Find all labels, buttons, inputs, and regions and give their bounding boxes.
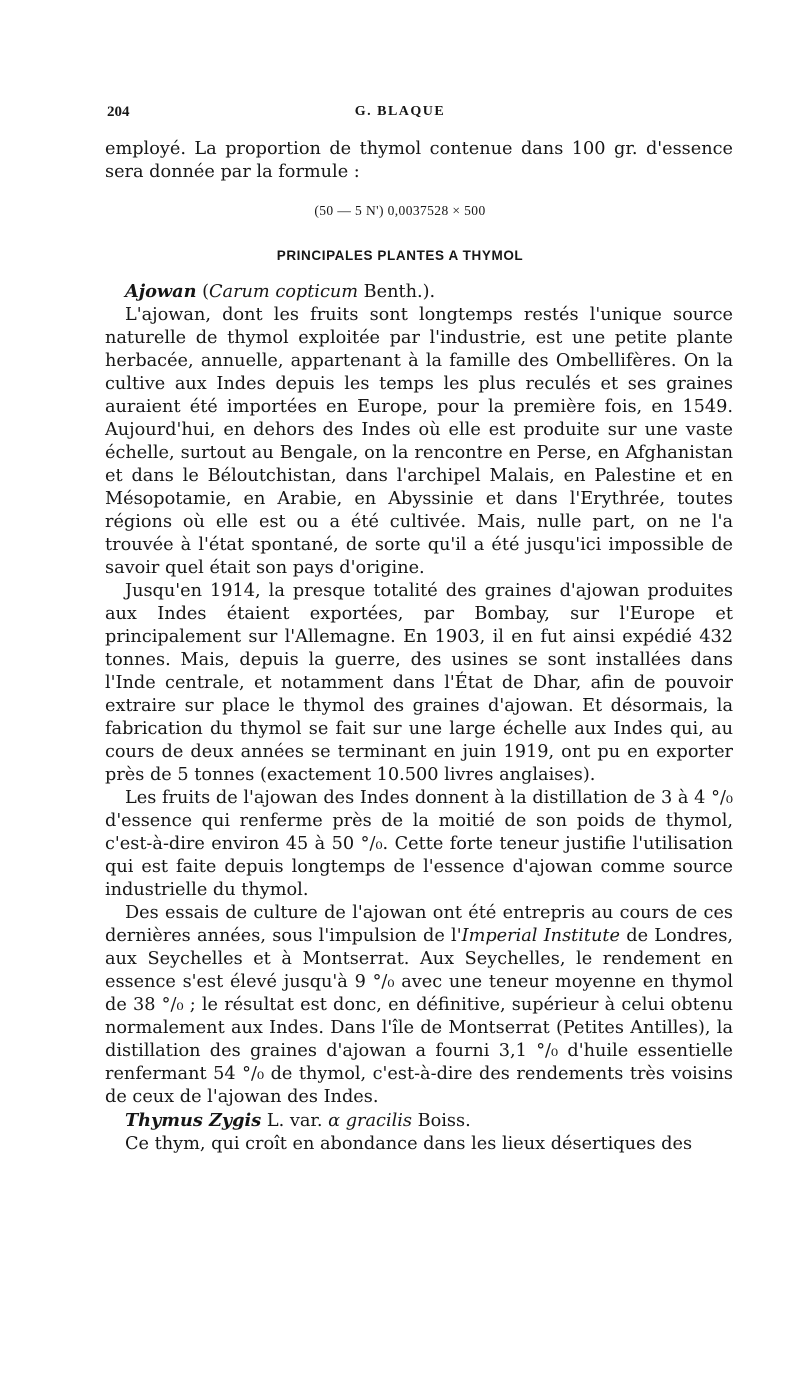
formula: (50 — 5 N') 0,0037528 × 500 (314, 203, 486, 218)
paragraph-4-start: Des essais de culture de l'ajowan ont été entrepris au cours de ces dernières années, sous l'impulsion de l' (105, 903, 733, 946)
taxon-species: Carum copticum (209, 282, 359, 302)
paragraph-3: Les fruits de l'ajowan des Indes donnent à la distillation de 3 à 4 °/₀ d'essence qui renferme près de la moitié de son poids de thymol, c'est-à-dire environ 45 à 50 °/₀. Cette forte teneur justifie l'utilisation qui est faite depuis longtemps de l'essence d'ajowan comme source industrielle du thymol. (105, 788, 733, 900)
ajowan-name: Ajowan (125, 281, 197, 302)
paragraph-1: L'ajowan, dont les fruits sont longtemps restés l'unique source naturelle de thymol exploitée par l'industrie, est une petite plante herbacée, annuelle, appartenant à la famille des Ombellifères. On la cultive aux Indes depuis les temps les plus reculés et ses graines auraient été importées en Europe, pour la première fois, en 1549. Aujourd'hui, en dehors des Indes où elle est produite sur une vaste échelle, surtout au Bengale, on la rencontre en Perse, en Afghanistan et dans le Béloutchistan, dans l'archipel Malais, en Palestine et en Mésopotamie, en Arabie, en Abyssinie et dans l'Erythrée, toutes régions où elle est ou a été cultivée. Mais, nulle part, on ne l'a trouvée à l'état spontané, de sorte qu'il a été jusqu'ici impossible de savoir quel était son pays d'origine. (105, 305, 733, 578)
page-header (0, 104, 800, 124)
intro-block (105, 138, 733, 184)
paragraph-4-end: de Londres, aux Seychelles et à Montserrat. Aux Seychelles, le rendement en essence s'est élevé jusqu'à 9 °/₀ avec une teneur moyenne en thymol de 38 °/₀ ; le résultat est donc, en définitive, supérieur à celui obtenu normalement aux Indes. Dans l'île de Montserrat (Petites Antilles), la distillation des graines d'ajowan a fourni 3,1 °/₀ d'huile essentielle renfermant 54 °/₀ de thymol, c'est-à-dire des rendements très voisins de ceux de l'ajowan des Indes. (105, 926, 734, 1107)
thymus-variety: gracilis (340, 1111, 412, 1131)
taxon-open: ( (202, 282, 209, 302)
last-line: Ce thym, qui croît en abondance dans les lieux désertiques des (125, 1134, 693, 1154)
thymus-greek: α (328, 1111, 341, 1131)
thymus-author-var: L. var. (261, 1111, 329, 1131)
paragraph-4 (105, 902, 733, 1109)
page-number: 204 (107, 104, 130, 120)
imperial-institute: Imperial Institute (461, 926, 620, 946)
thymus-author2: Boiss. (412, 1111, 471, 1131)
intro-text: employé. La proportion de thymol contenue dans 100 gr. d'essence sera donnée par la formule : (105, 139, 733, 182)
thymus-title (105, 1109, 733, 1133)
section-heading: PRINCIPALES PLANTES A THYMOL (276, 248, 524, 263)
taxon-author: Benth.). (358, 282, 436, 302)
main-text (105, 280, 733, 1156)
paragraph-2: Jusqu'en 1914, la presque totalité des graines d'ajowan produites aux Indes étaient exportées, par Bombay, sur l'Europe et principalement sur l'Allemagne. En 1903, il en fut ainsi expédié 432 tonnes. Mais, depuis la guerre, des usines se sont installées dans l'Inde centrale, et notamment dans l'État de Dhar, afin de pouvoir extraire sur place le thymol des graines d'ajowan. Et désormais, la fabrication du thymol se fait sur une large échelle aux Indes qui, au cours de deux années se terminant en juin 1919, ont pu en exporter près de 5 tonnes (exactement 10.500 livres anglaises). (105, 581, 733, 785)
running-head: G. BLAQUE (354, 104, 446, 119)
ajowan-title (105, 280, 733, 304)
thymus-name: Thymus Zygis (125, 1110, 262, 1131)
